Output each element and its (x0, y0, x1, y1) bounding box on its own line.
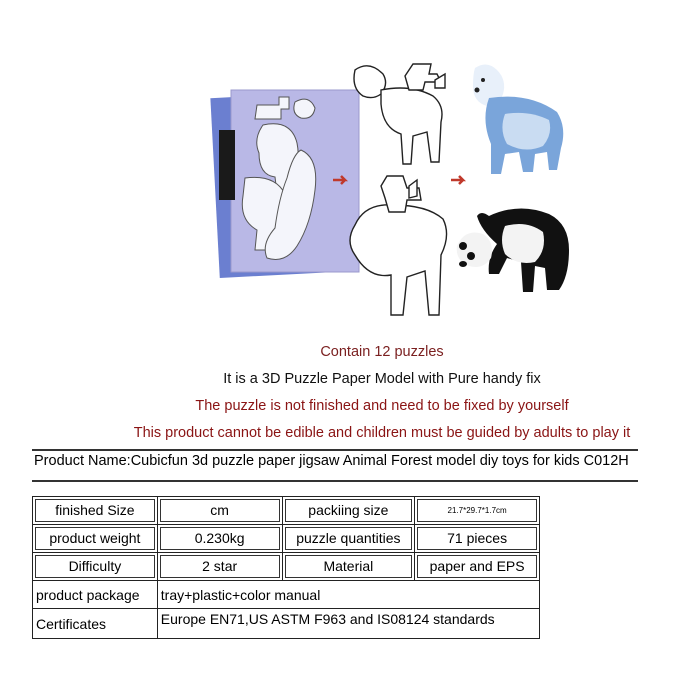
table-row (33, 497, 540, 525)
packing-size-value: 21.7*29.7*1.7cm (417, 499, 537, 522)
puzzle-sheet-illustration (210, 90, 359, 278)
certificates-value: Europe EN71,US ASTM F963 and IS08124 standards (157, 609, 539, 639)
table-row (33, 581, 540, 609)
package-label: product package (33, 581, 158, 609)
package-value: tray+plastic+color manual (157, 581, 539, 609)
product-illustration (205, 50, 575, 325)
quantities-value: 71 pieces (417, 527, 537, 550)
weight-value: 0.230kg (160, 527, 280, 550)
product-name: Product Name:Cubicfun 3d puzzle paper jigsaw Animal Forest model diy toys for kids C012H (34, 453, 629, 469)
certificates-label: Certificates (33, 609, 158, 639)
not-finished-notice: The puzzle is not finished and need to be fixed by yourself (195, 398, 569, 414)
packing-size-label: packiing size (285, 499, 413, 522)
spec-table (32, 496, 540, 639)
model-description-text: It is a 3D Puzzle Paper Model with Pure handy fix (223, 371, 541, 387)
divider (32, 480, 638, 482)
table-row (33, 609, 540, 639)
safety-warning: This product cannot be edible and children must be guided by adults to play it (133, 425, 631, 441)
difficulty-value: 2 star (160, 555, 280, 578)
divider (32, 449, 638, 451)
polar-bear-assembly-illustration (354, 64, 445, 164)
weight-label: product weight (35, 527, 155, 550)
material-value: paper and EPS (417, 555, 537, 578)
table-row (33, 525, 540, 553)
contain-text: Contain 12 puzzles (320, 344, 444, 360)
arrow-right-icon (451, 176, 463, 184)
polar-bear-model-image (473, 64, 563, 174)
quantities-label: puzzle quantities (285, 527, 413, 550)
table-row (33, 553, 540, 581)
finished-size-value: cm (160, 499, 280, 522)
panda-assembly-illustration (350, 176, 447, 315)
material-label: Material (285, 555, 413, 578)
panda-model-image (457, 208, 569, 292)
finished-size-label: finished Size (35, 499, 155, 522)
difficulty-label: Difficulty (35, 555, 155, 578)
